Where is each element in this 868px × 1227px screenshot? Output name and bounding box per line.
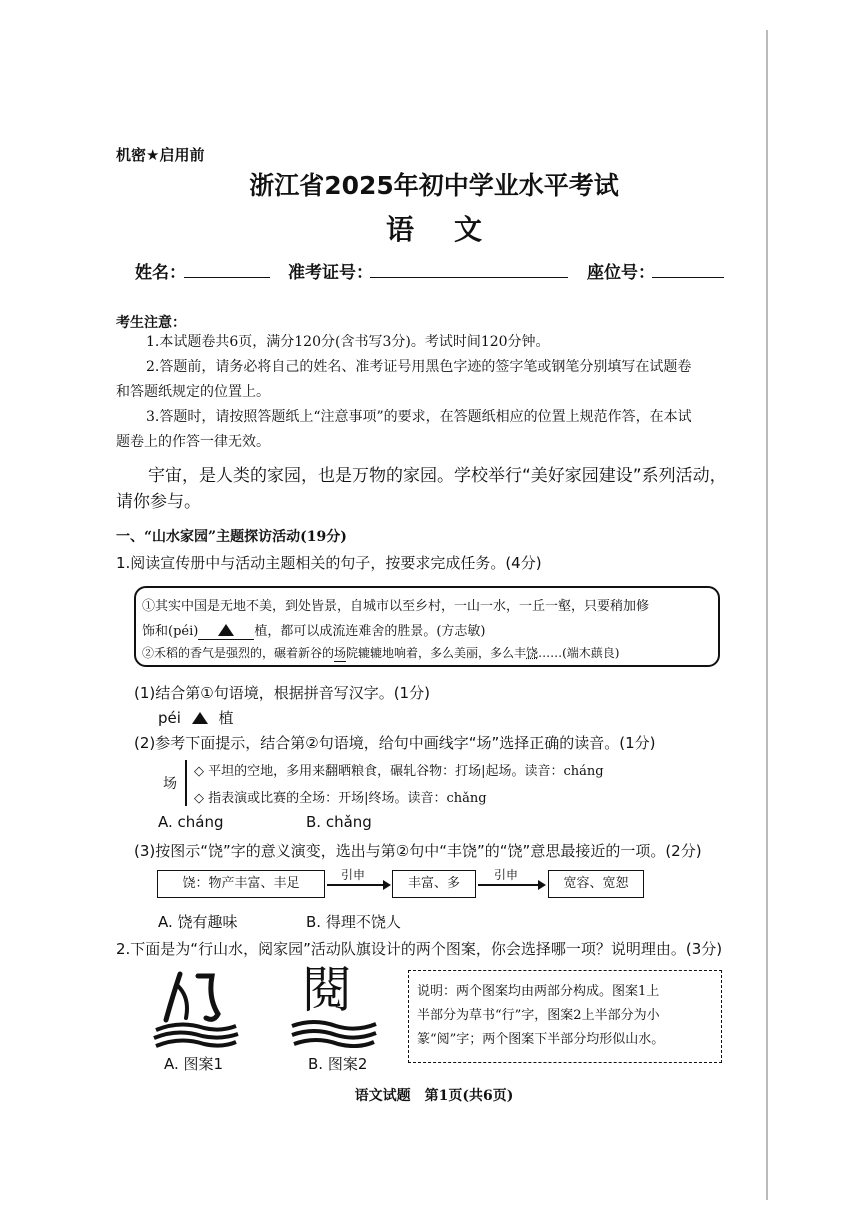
- page-title: 浙江省2025年初中学业水平考试: [249, 171, 619, 200]
- quote-1-line: ①其实中国是无地不美，到处皆景，自城市以至乡村，一山一水，一丘一壑，只要稍加修: [142, 599, 650, 614]
- arrow-label: 引申: [494, 868, 519, 882]
- option-b[interactable]: B. chǎng: [306, 813, 372, 831]
- note-line: 篆“阅”字；两个图案下半部分均形似山水。: [417, 1032, 665, 1047]
- seat-field[interactable]: [652, 277, 724, 278]
- notice-heading: 考生注意：: [116, 315, 186, 331]
- quote-text: 院辘辘地响着，多么美丽，多么丰: [346, 646, 527, 660]
- triangle-icon: [192, 712, 208, 724]
- quote-1-line2: [142, 620, 485, 640]
- scan-edge: [766, 30, 768, 1200]
- note-line: 半部分为草书“行”字，图案2上半部分为小: [417, 1008, 660, 1023]
- pattern-1-image[interactable]: [150, 968, 244, 1050]
- pattern-2-label: B. 图案2: [308, 1055, 368, 1073]
- notice-item: 题卷上的作答一律无效。: [116, 434, 270, 450]
- pattern-1-label: A. 图案1: [164, 1055, 224, 1073]
- triangle-icon: [218, 624, 234, 636]
- dotted-char: 饶: [526, 646, 539, 660]
- quote-2-line: [142, 644, 619, 662]
- quote-text: ②禾稻的香气是强烈的，碾着新谷的: [142, 646, 335, 660]
- note-line: 说明：两个图案均由两部分构成。图案1上: [417, 984, 660, 999]
- hint-line: ◇ 平坦的空地，多用来翻晒粮食，碾轧谷物：打场|起场。读音：cháng: [194, 764, 604, 779]
- subject-title: 语文: [385, 213, 522, 246]
- blank-1[interactable]: [198, 624, 254, 640]
- arrow-icon: [327, 884, 389, 886]
- confidential-mark: 机密★启用前: [116, 146, 205, 164]
- pinyin: péi: [158, 709, 181, 727]
- seat-label: 座位号：: [587, 263, 655, 283]
- pattern-2-image[interactable]: [288, 1018, 380, 1048]
- chain-box: 丰富、多: [392, 870, 476, 898]
- option-b[interactable]: B. 得理不饶人: [306, 913, 401, 931]
- question-2-stem: 2.下面是为“行山水，阅家园”活动队旗设计的两个图案，你会选择哪一项？说明理由。(3分): [116, 940, 723, 958]
- note-box: [408, 970, 722, 1063]
- arrow-icon: [478, 884, 544, 886]
- sub-question-3: (3)按图示“饶”字的意义演变，选出与第②句中“丰饶”的“饶”意思最接近的一项。(2分): [134, 842, 702, 860]
- notice-item: 2.答题前，请务必将自己的姓名、准考证号用黑色字迹的签字笔或钢笔分别填写在试题卷: [146, 359, 692, 375]
- intro-line: 宇宙，是人类的家园，也是万物的家园。学校举行“美好家园建设”系列活动，: [148, 466, 727, 486]
- suffix-char: 植: [218, 709, 234, 727]
- intro-line: 请你参与。: [116, 492, 201, 512]
- exam-id-field[interactable]: [370, 277, 568, 278]
- sub-question-1: (1)结合第①句语境，根据拼音写汉字。(1分): [134, 684, 430, 702]
- quote-text: ……(端木蕻良): [538, 646, 620, 660]
- name-label: 姓名：: [135, 263, 186, 283]
- question-1-stem: 1.阅读宣传册中与活动主题相关的句子，按要求完成任务。(4分): [116, 554, 542, 572]
- underlined-char: 场: [334, 646, 347, 660]
- pattern-2-char: 閱: [302, 961, 352, 1019]
- notice-item: 3.答题时，请按照答题纸上“注意事项”的要求，在答题纸相应的位置上规范作答，在本试: [146, 409, 692, 425]
- notice-item: 1.本试题卷共6页，满分120分(含书写3分)。考试时间120分钟。: [146, 334, 550, 350]
- option-a[interactable]: A. 饶有趣味: [158, 913, 238, 931]
- hint-bracket: [185, 760, 187, 806]
- quote-box: [134, 586, 720, 667]
- option-a[interactable]: A. cháng: [158, 813, 224, 831]
- quote-text: 植，都可以成流连难舍的胜景。(方志敏): [254, 624, 486, 639]
- quote-pinyin: 饰和(péi): [142, 624, 199, 639]
- chain-box: 饶：物产丰富、丰足: [157, 870, 325, 898]
- hint-line: ◇ 指表演或比赛的全场：开场|终场。读音：chǎng: [194, 791, 487, 806]
- section-title: 一、“山水家园”主题探访活动(19分): [116, 529, 347, 545]
- notice-item: 和答题纸规定的位置上。: [116, 384, 270, 400]
- chain-box: 宽容、宽恕: [548, 870, 644, 898]
- page-footer: 语文试题 第1页(共6页): [354, 1088, 514, 1104]
- sub-question-2: (2)参考下面提示，结合第②句语境，给句中画线字“场”选择正确的读音。(1分): [134, 734, 656, 752]
- name-field[interactable]: [184, 277, 270, 278]
- exam-id-label: 准考证号：: [288, 263, 373, 283]
- sub-1-answer: [158, 707, 234, 728]
- arrow-label: 引申: [341, 868, 366, 882]
- hint-char: 场: [163, 776, 177, 792]
